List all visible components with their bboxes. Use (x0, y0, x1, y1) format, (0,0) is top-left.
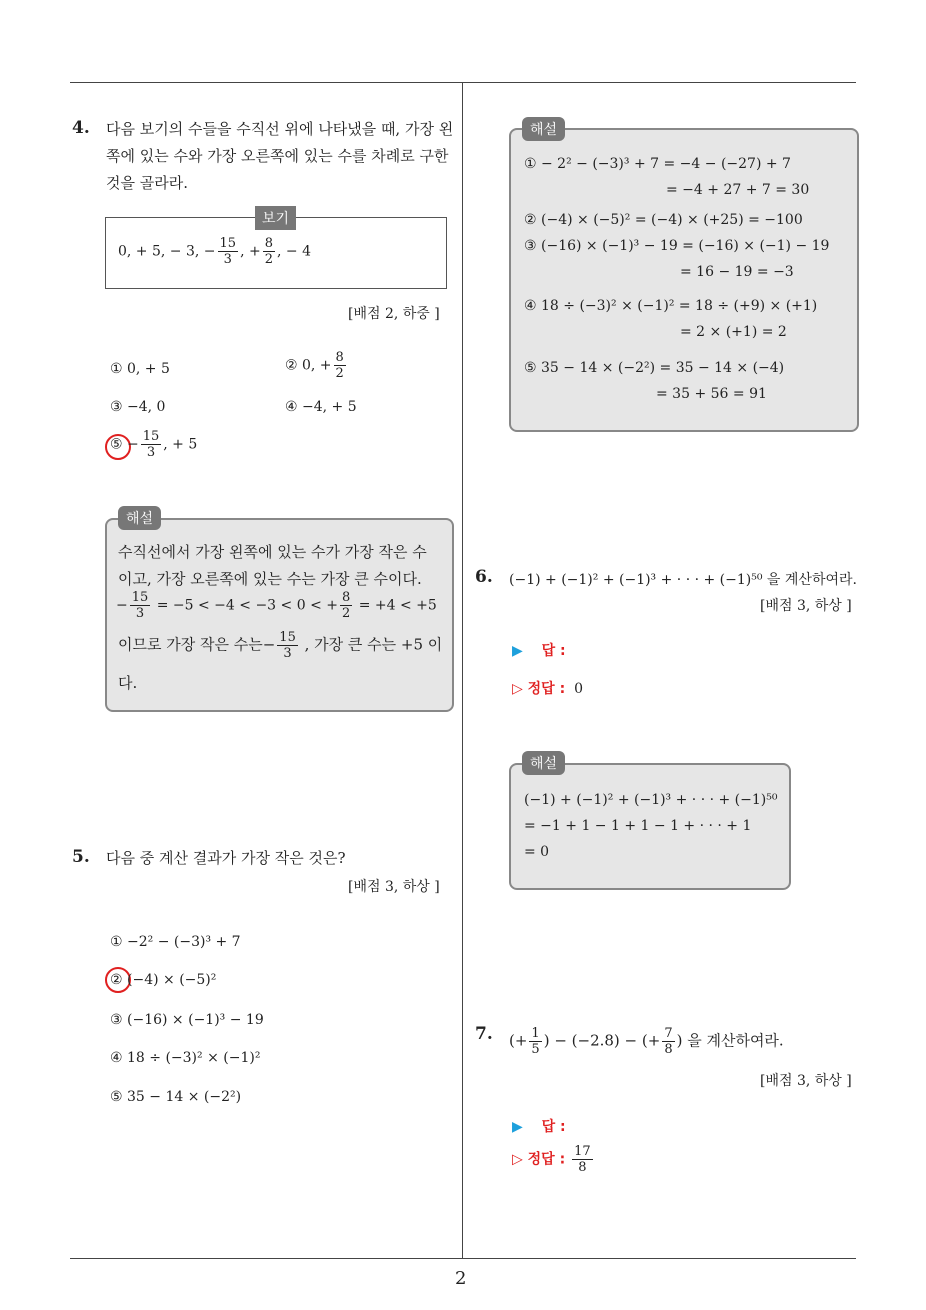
q5-option-2[interactable]: ② (−4) × (−5)² (110, 972, 217, 988)
q4-bogi-values (118, 236, 311, 267)
q4-option-2[interactable] (285, 350, 348, 381)
triangle-outline-icon: ▷ (512, 681, 523, 697)
q7-answer-label: 답 : (541, 1119, 566, 1135)
top-rule (70, 82, 856, 83)
q5-sol-line: = −4 + 27 + 7 = 30 (666, 182, 810, 198)
q6-sol-line: = 0 (524, 844, 550, 860)
q5-solution-label: 해설 (522, 117, 565, 141)
q6-score: [배점 3, 하상 ] (760, 598, 852, 614)
sol-text: = −5 < −4 < −3 < 0 < + (152, 597, 338, 614)
bottom-rule (70, 1258, 856, 1259)
bogi-text: , + (240, 243, 261, 260)
q7-answer-row[interactable] (512, 1116, 566, 1136)
q5-score: [배점 3, 하상 ] (348, 879, 440, 895)
q5-option-3[interactable]: ③ (−16) × (−1)³ − 19 (110, 1012, 264, 1028)
q6-solution-label: 해설 (522, 751, 565, 775)
bogi-text: , − 4 (276, 243, 311, 260)
q5-sol-line: ③ (−16) × (−1)³ − 19 = (−16) × (−1) − 19 (524, 238, 830, 254)
q4-bogi-label: 보기 (255, 206, 296, 230)
sol-fraction: $\frac{15}{3}$ (279, 630, 296, 661)
q7-text-part: (+ (509, 1031, 528, 1050)
q4-text (106, 116, 456, 197)
q5-option-4[interactable]: ④ 18 ÷ (−3)² × (−1)² (110, 1050, 261, 1066)
q5-option-5[interactable]: ⑤ 35 − 14 × (−2²) (110, 1089, 242, 1105)
bogi-fraction: $\frac{15}{3}$ (219, 236, 237, 267)
q7-fraction: $\frac{7}{8}$ (664, 1026, 673, 1057)
q6-correct-label: 정답 : (527, 681, 566, 697)
opt-fraction: $\frac{15}{3}$ (142, 429, 160, 460)
sol-text: = +4 < +5 (354, 597, 437, 614)
q4-sol-line: 수직선에서 가장 왼쪽에 있는 수가 가장 작은 수 (118, 543, 427, 561)
q5-sol-line: = 35 + 56 = 91 (656, 386, 767, 402)
opt-text: ② 0, + (285, 357, 332, 374)
q4-option-4[interactable]: ④ −4, + 5 (285, 399, 357, 415)
opt-fraction: $\frac{8}{2}$ (335, 350, 344, 381)
q7-number: 7. (475, 1024, 493, 1044)
q7-correct-row (512, 1144, 595, 1175)
q7-correct-fraction: $\frac{17}{8}$ (574, 1144, 591, 1175)
q7-fraction: $\frac{1}{5}$ (531, 1026, 540, 1057)
q5-sol-line: = 2 × (+1) = 2 (680, 324, 787, 340)
q5-sol-line: ② (−4) × (−5)² = (−4) × (+25) = −100 (524, 212, 803, 228)
sol-text: 이므로 가장 작은 수는− (118, 635, 276, 654)
q7-text-part: ) − (−2.8) − (+ (543, 1031, 661, 1050)
q7-text (509, 1026, 784, 1057)
q4-score: [배점 2, 하중 ] (348, 306, 440, 322)
q5-sol-line: ④ 18 ÷ (−3)² × (−1)² = 18 ÷ (+9) × (+1) (524, 298, 818, 314)
q4-sol-line (118, 630, 442, 661)
q6-answer-row[interactable] (512, 640, 566, 660)
page-number: 2 (455, 1268, 467, 1289)
q7-text-part: ) 을 계산하여라. (676, 1031, 784, 1050)
sol-text: , 가장 큰 수는 +5 이 (299, 635, 443, 654)
sol-fraction: $\frac{15}{3}$ (131, 590, 149, 621)
q6-sol-line: = −1 + 1 − 1 + 1 − 1 + · · · + 1 (524, 818, 752, 834)
sol-fraction: $\frac{8}{2}$ (342, 590, 351, 621)
play-icon: ▶ (512, 1119, 523, 1135)
q7-score: [배점 3, 하상 ] (760, 1073, 852, 1089)
opt-text: ⑤ − (110, 436, 139, 453)
q6-text: (−1) + (−1)² + (−1)³ + · · · + (−1)⁵⁰ 을 계산하여라. (509, 572, 857, 588)
q4-solution-label: 해설 (118, 506, 161, 530)
q4-sol-line: 다. (118, 674, 138, 692)
q4-text-line: 다음 보기의 수들을 수직선 위에 나타냈을 때, 가장 왼 (106, 120, 454, 138)
q5-sol-line: ⑤ 35 − 14 × (−2²) = 35 − 14 × (−4) (524, 360, 785, 376)
play-icon: ▶ (512, 643, 523, 659)
triangle-outline-icon: ▷ (512, 1151, 523, 1168)
bogi-text: 0, + 5, − 3, − (118, 243, 216, 260)
q5-sol-line: = 16 − 19 = −3 (680, 264, 794, 280)
q4-option-1[interactable]: ① 0, + 5 (110, 361, 170, 377)
q6-answer-label: 답 : (541, 643, 566, 659)
q4-text-line: 쪽에 있는 수와 가장 오른쪽에 있는 수를 차례로 구한 (106, 147, 449, 165)
opt-text: , + 5 (163, 436, 198, 453)
q5-text: 다음 중 계산 결과가 가장 작은 것은? (106, 849, 346, 867)
q6-correct-value: 0 (574, 681, 583, 697)
q5-sol-line: ① − 2² − (−3)³ + 7 = −4 − (−27) + 7 (524, 156, 791, 172)
q4-option-5[interactable] (110, 429, 197, 460)
column-divider (462, 82, 463, 1258)
q4-text-line: 것을 골라라. (106, 174, 188, 192)
bogi-fraction: $\frac{8}{2}$ (264, 236, 273, 267)
q7-correct-label: 정답 : (527, 1151, 566, 1168)
q4-option-3[interactable]: ③ −4, 0 (110, 399, 166, 415)
q4-sol-line: 이고, 가장 오른쪽에 있는 수는 가장 큰 수이다. (118, 570, 422, 588)
q6-sol-line: (−1) + (−1)² + (−1)³ + · · · + (−1)⁵⁰ (524, 792, 778, 808)
sol-text: − (116, 597, 128, 614)
q5-number: 5. (72, 847, 90, 867)
q4-sol-line (116, 590, 437, 621)
q6-number: 6. (475, 567, 493, 587)
q6-correct-row (512, 678, 583, 698)
q5-option-1[interactable]: ① −2² − (−3)³ + 7 (110, 934, 241, 950)
q4-number: 4. (72, 118, 90, 138)
